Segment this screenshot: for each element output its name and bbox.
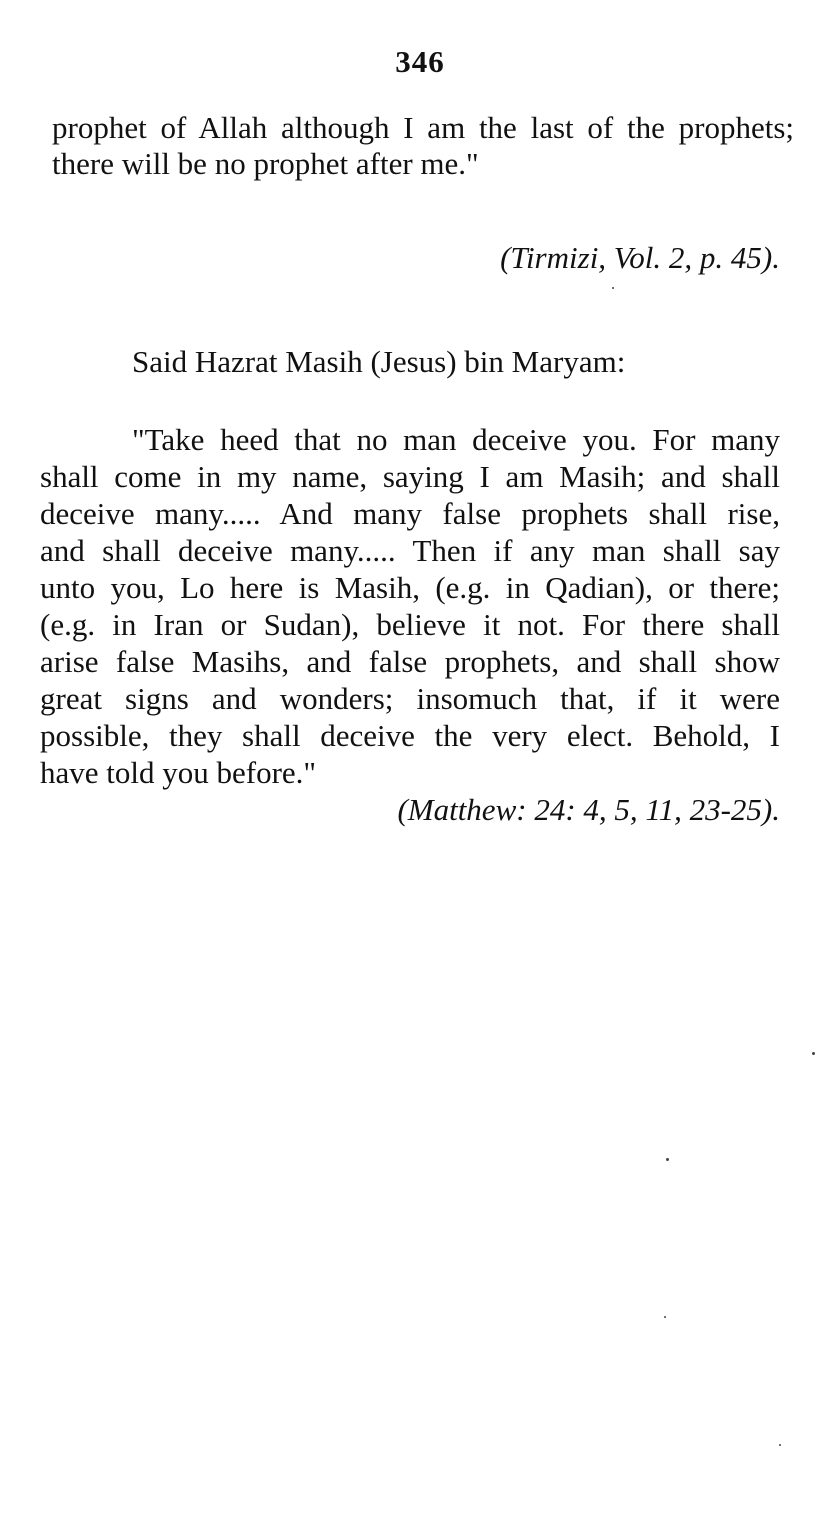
- scan-speck: [664, 1316, 666, 1318]
- scan-speck: [612, 287, 614, 289]
- quote-line: arise false Masihs, and false prophets, and shall show: [40, 644, 780, 679]
- paragraph-line: prophet of Allah although I am the last of the prophets;: [52, 110, 794, 145]
- page-number: 346: [395, 44, 445, 79]
- paragraph-line: there will be no prophet after me.": [52, 146, 479, 181]
- section-intro: Said Hazrat Masih (Jesus) bin Maryam:: [132, 344, 626, 379]
- quote-line: and shall deceive many..... Then if any man shall say: [40, 533, 780, 568]
- scan-speck: [812, 1052, 815, 1055]
- quote-line: shall come in my name, saying I am Masih; and shall: [40, 459, 780, 494]
- quote-line: deceive many..... And many false prophets shall rise,: [40, 496, 780, 531]
- quote-line: possible, they shall deceive the very elect. Behold, I: [40, 718, 780, 753]
- quote-line: unto you, Lo here is Masih, (e.g. in Qadian), or there;: [40, 570, 780, 605]
- scan-speck: [779, 1444, 781, 1446]
- scan-speck: [666, 1158, 669, 1161]
- quote-line: (e.g. in Iran or Sudan), believe it not. For there shall: [40, 607, 780, 642]
- quote-line: have told you before.": [40, 755, 317, 790]
- citation-matthew: (Matthew: 24: 4, 5, 11, 23-25).: [397, 792, 780, 827]
- citation-tirmizi: (Tirmizi, Vol. 2, p. 45).: [500, 240, 780, 275]
- quote-line: great signs and wonders; insomuch that, if it were: [40, 681, 780, 716]
- quote-line: "Take heed that no man deceive you. For many: [132, 422, 780, 457]
